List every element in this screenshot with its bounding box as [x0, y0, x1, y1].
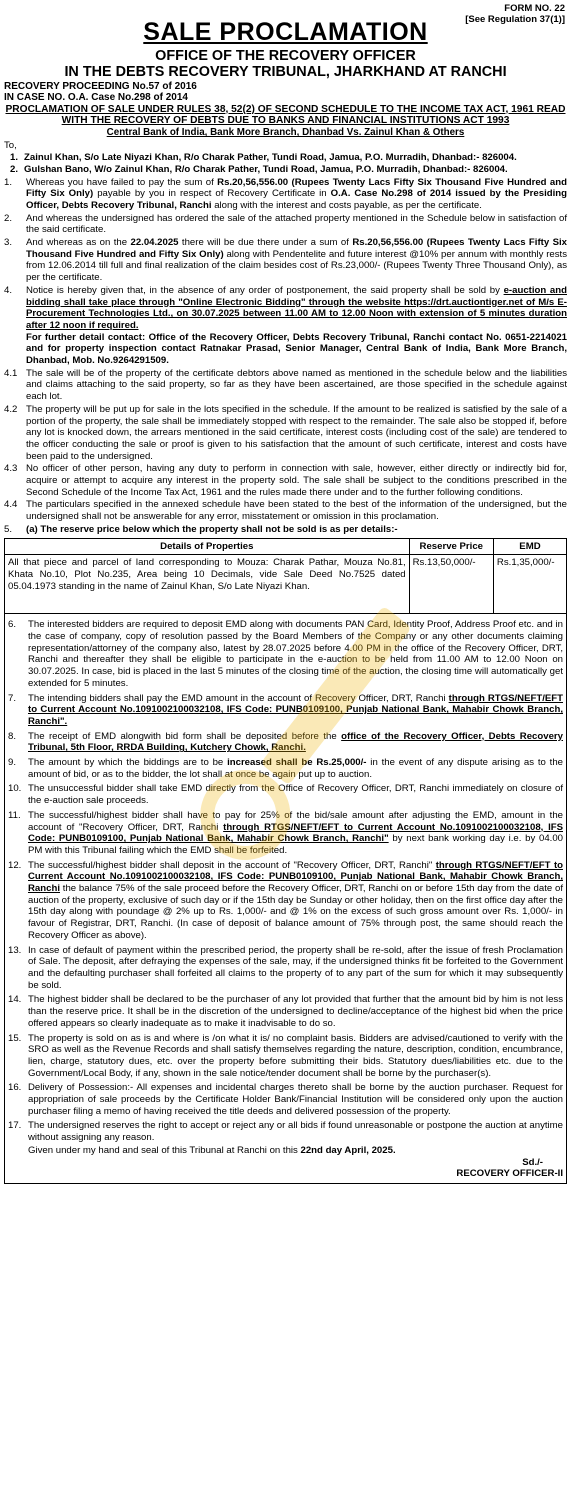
text-span: payable by you in respect of Recovery Certificate in: [93, 188, 331, 200]
header-reserve-price: Reserve Price: [409, 538, 493, 555]
text-span: there will be due there under a sum of: [178, 237, 353, 249]
para-text: The property is sold on as is and where is /on what it is/ no complaint basis. Bidders are advised/cautioned to verify with the SRO as well as the Revenue Records and shall satisfy themselves regarding the nature, description, condition, encumbrance, lien, charge, statutory dues, etc. over the property before submitting their bids. Statutory dues/liabilities etc. due to the Government/Local Body, if any, shown in the sale notice/tender document shall be borne by the purchaser(s).: [28, 1032, 563, 1079]
para-number: 1.: [4, 176, 13, 188]
paragraph-12: [8, 860, 563, 942]
paragraph-4-3: [4, 463, 567, 498]
account-details: through RTGS/NEFT/EFT to Current Account No.1091002100032108, IFS Code: PUNB0109100, Punjab National Bank, Mahabir Chowk Branch, Ranchi": [28, 821, 563, 845]
bold-span: O.A. Case No.298 of 2014 issued by the Presiding Officer, Debts Recovery Tribunal, Ranchi: [26, 188, 567, 211]
para-text: [28, 731, 563, 754]
header-details: Details of Properties: [5, 538, 410, 555]
paragraph-4: [4, 285, 567, 367]
office-heading: OFFICE OF THE RECOVERY OFFICER: [155, 48, 416, 64]
text-span: The successful/highest bidder shall deposit in the account of "Recovery Officer, DRT, Ranchi": [28, 859, 436, 871]
text-span: along with the interest and costs payable, as per the certificate.: [211, 199, 482, 211]
bold-span: Rs.20,56,556.00 (Rupees Twenty Lacs Fifty Six Thousand Five Hundred and Fifty Six Only): [26, 237, 567, 260]
para-text: [28, 757, 563, 780]
text-span: in the event of any dispute arising as to the amount of bid, or as to the bidder, the lot shall at once be again put up to auction.: [28, 757, 563, 780]
proclamation-heading: PROCLAMATION OF SALE UNDER RULES 38, 52(2) OF SECOND SCHEDULE TO THE INCOME TAX ACT, 1961 READ WITH THE RECOVERY OF DEBTS DUE TO BANKS AND FINANCIAL INSTITUTIONS ACT 1993: [5, 103, 566, 127]
text-span: The successful/highest bidder shall have to pay for 25% of the bid/sale amount after adjusting the EMD, amount in the account of "Recovery Officer, DRT, Ranchi: [28, 809, 563, 833]
para-text: The sale will be of the property of the certificate debtors above named as mentioned in the schedule below and the liabilities and claims attaching to the said property, so far as they have been ascertained, are those specified in the schedule against each lot.: [26, 367, 567, 403]
para-number: 17.: [8, 1120, 22, 1132]
para-number: 12.: [8, 859, 22, 871]
paragraph-3: [4, 237, 567, 284]
table-row: [5, 555, 567, 614]
header-emd: EMD: [493, 538, 566, 555]
case-number: IN CASE NO. O.A. Case No.298 of 2014: [4, 92, 188, 104]
para-text: No officer of other person, having any duty to perform in connection with sale, however, either directly or indirectly bid for, acquire or attempt to acquire any interest in the property sold. The sale shall be subject to the conditions prescribed in the Second Schedule of the Income Tax Act, 1961 and the rules made there under and to the further following conditions.: [26, 463, 567, 498]
page-title: SALE PROCLAMATION: [143, 18, 428, 46]
regulation-reference: [See Regulation 37(1)]: [465, 14, 565, 26]
account-details: through RTGS/NEFT/EFT to Current Account No.1091002100032108, IFS Code: PUNB0109100, Punjab National Bank, Mahabir Chowk Branch, Ranchi: [28, 859, 563, 895]
para-number: 9.: [8, 757, 17, 769]
para-number: 11.: [8, 809, 21, 821]
para-number: 8.: [8, 730, 17, 742]
para-text: [28, 810, 563, 857]
text-span: by next bank working day i.e. by 04.00 PM with this Tribunal failing which the EMD shall be forfeited.: [28, 833, 563, 856]
para-text: The highest bidder shall be declared to be the purchaser of any lot provided that further that the amount bid by him is not less than the reserve price. It shall be in the discretion of the undersigned to decline/acceptance of the highest bid when the price offered appears so clearly inadequate as to make it inadvisable to do so.: [28, 994, 563, 1029]
signatory-designation: RECOVERY OFFICER-II: [456, 1168, 563, 1180]
bid-increment: increased shall be Rs.25,000/-: [227, 757, 367, 769]
para-text: The unsuccessful bidder shall take EMD directly from the Office of Recovery Officer, DRT, Ranchi immediately on closure of the e-auction sale proceeds.: [28, 783, 563, 807]
to-label: To,: [4, 140, 17, 152]
given-under-hand: [28, 1145, 563, 1157]
addressee-number: 2.: [10, 163, 19, 175]
paragraph-4-4: [4, 499, 567, 522]
given-date: 22nd day April, 2025.: [300, 1144, 396, 1156]
para-number: 4.4: [4, 499, 18, 511]
text-span: The receipt of EMD alongwith bid form shall be deposited before the: [28, 730, 342, 742]
para-text: And whereas the undersigned has ordered the sale of the attached property mentioned in the Schedule below in satisfaction of the said certificate.: [26, 212, 567, 236]
addressee-number: 1.: [10, 152, 19, 164]
text-span: The amount by which the biddings are to be: [28, 757, 228, 769]
bold-span: Rs.20,56,556.00 (Rupees Twenty Lacs Fifty Six Thousand Five Hundred and Fifty Six Only): [26, 176, 567, 200]
para-text: The particulars specified in the annexed schedule have been stated to the best of the information of the undersigned, but the undersigned shall not be answerable for any error, misstatement or omission in this proclamation.: [26, 499, 567, 523]
account-details: through RTGS/NEFT/EFT to Current Account No.1091002100032108, IFS Code: PUNB0109100, Punjab National Bank, Mahabir Chowk Branch, Ranchi".: [28, 692, 563, 727]
recovery-proceeding: RECOVERY PROCEEDING No.57 of 2016: [4, 80, 197, 92]
paragraph-7: [8, 693, 563, 728]
para-text: The undersigned reserves the right to accept or reject any or all bids if found unreasonable or postpone the auction at anytime without assigning any reason.: [28, 1120, 563, 1144]
paragraph-13: [8, 945, 563, 992]
office-address: office of the Recovery Officer, Debts Recovery Tribunal, 5th Floor, RRDA Building, Kutchery Chowk, Ranchi.: [28, 730, 563, 754]
addressee-text: Gulshan Bano, W/o Zainul Khan, R/o Charak Pather, Tundi Road, Jamua, P.O. Murradih, Dhanbad:- 826004.: [24, 163, 508, 175]
para-text: [28, 693, 563, 728]
form-number: FORM NO. 22: [504, 3, 565, 14]
para-number: 2.: [4, 212, 13, 224]
table-header-row: [5, 538, 567, 555]
addressee-2: [10, 164, 567, 176]
para-number: 13.: [8, 944, 22, 956]
paragraph-6: [8, 619, 563, 689]
paragraph-5: [4, 524, 567, 536]
emd-cell: Rs.1,35,000/-: [493, 555, 566, 614]
para-number: 4.3: [4, 463, 18, 475]
para-text: [26, 177, 567, 212]
para-number: 15.: [8, 1032, 22, 1044]
para-number: 16.: [8, 1082, 22, 1094]
text-span: Given under my hand and seal of this Tribunal at Ranchi on this: [28, 1144, 301, 1156]
sale-proclamation-document: [4, 0, 567, 1184]
paragraph-17: [8, 1120, 563, 1143]
signature-sd: Sd./-: [522, 1156, 543, 1168]
paragraph-14: [8, 994, 563, 1029]
contact-details: For further detail contact: Office of the Recovery Officer, Debts Recovery Tribunal, Ranchi contact No. 0651-2214021 and for property inspection contact Ratnakar Prasad, Senior Manager, Central Bank of India, Bank More Branch, Dhanbad, Mob. No.9264291509.: [26, 331, 567, 367]
paragraph-15: [8, 1033, 563, 1080]
para-number: 10.: [8, 783, 22, 795]
para-text: [26, 237, 567, 284]
para-text: [26, 285, 567, 367]
paragraph-16: [8, 1082, 563, 1117]
addressee-text: Zainul Khan, S/o Late Niyazi Khan, R/o Charak Pather, Tundi Road, Jamua, P.O. Murradih, Dhanbad:- 826004.: [24, 152, 517, 164]
paragraph-1: [4, 177, 567, 212]
auction-details: e-auction and bidding shall take place through "Online Electronic Bidding" through the website https://drt.auctiontiger.net of M/s E-Procurement Technologies Ltd., on 30.07.2025 between 11.00 AM to 12.00 Noon with extension of 5 minutes duration after 12 noon if required.: [26, 284, 567, 331]
para-text: In case of default of payment within the prescribed period, the property shall be re-sold, after the issue of fresh Proclamation of Sale. The deposit, after defraying the expenses of the sale, may, if the undersigned thinks fit be forfeited to the Government and the defaulting purchaser shall forfeited all claims to the property of to any part of the sum for which it may subsequently be sold.: [28, 944, 563, 991]
para-text: [28, 860, 563, 942]
paragraph-2: [4, 213, 567, 236]
form-number-block: [465, 3, 565, 26]
text-span: along with Pendentelite and future interest @10% per annum with monthly rests from 12.06.2014 till full and final realization of the claim besides cost of Rs.23,000/- (Rupees Twenty Three Thousand Only), as per the certificate.: [26, 248, 567, 284]
paragraph-8: [8, 731, 563, 754]
para-number: 7.: [8, 692, 17, 704]
para-number: 14.: [8, 994, 22, 1006]
bold-span: 22.04.2025: [130, 237, 179, 249]
para-text: Delivery of Possession:- All expenses and incidental charges thereto shall be borne by the auction purchaser. Request for appropriation of sale proceeds by the Certificate Holder Bank/Financial Institution will be considered only upon the auction purchaser filing a memo of having received the title deeds and delivered possession of the property.: [28, 1082, 563, 1117]
para-text: The interested bidders are required to deposit EMD along with documents PAN Card, Identity Proof, Address Proof etc. and in the case of company, copy of resolution passed by the Board Members of the Company or any other documents claiming representation/attorney of the company also, latest by 28.07.2025 before 4.00 PM in the office of the Recovery Officer, DRT, Ranchi and thereafter they shall be eligible to participate in the e-auction to be held from 11.00 AM to 12.00 Noon on 30.07.2025. In case, bid is placed in the last 5 minutes of the closing time of the auction, the closing time will automatically get extended for 5 minutes.: [28, 619, 563, 689]
para-text: The property will be put up for sale in the lots specified in the schedule. If the amount to be realized is satisfied by the sale of a portion of the property, the sale shall be immediately stopped with respect to the remainder. The sale also be stopped if, before any lot is knocked down, the arrears mentioned in the said certificate, interest costs (including cost of the sale) are tendered to the officer conducting the sale or proof is given to his satisfaction that the amount of such certificate, interest and costs have been paid to the undersigned.: [26, 403, 567, 462]
paragraph-10: [8, 783, 563, 806]
para-number: 6.: [8, 619, 17, 631]
paragraph-4-1: [4, 368, 567, 403]
para-number: 4.2: [4, 403, 18, 415]
paragraph-4-2: [4, 404, 567, 463]
text-span: Whereas you have failed to pay the sum of: [26, 176, 218, 188]
para-number: 5.: [4, 523, 13, 535]
para-number: 4.: [4, 284, 13, 296]
addressee-1: [10, 152, 567, 164]
text-span: And whereas as on the: [26, 237, 131, 249]
reserve-price-cell: Rs.13,50,000/-: [409, 555, 493, 614]
para-number: 3.: [4, 237, 13, 249]
property-schedule-table: [4, 538, 567, 615]
tribunal-heading: IN THE DEBTS RECOVERY TRIBUNAL, JHARKHAND AT RANCHI: [64, 63, 507, 80]
paragraph-9: [8, 757, 563, 780]
text-span: Notice is hereby given that, in the absence of any order of postponement, the said property shall be sold by: [26, 284, 504, 296]
text-span: The intending bidders shall pay the EMD amount in the account of Recovery Officer, DRT, Ranchi: [28, 692, 449, 704]
paragraph-11: [8, 810, 563, 857]
para-number: 4.1: [4, 367, 18, 379]
property-details-cell: All that piece and parcel of land corresponding to Mouza: Charak Pathar, Mouza No.81, Khata No.10, Plot No.235, Area being 10 Decimals, vide Sale Deed No.7525 dated 05.04.1973 standing in the name of Zainul Khan, S/o Late Niyazi Khan.: [5, 555, 410, 614]
text-span: the balance 75% of the sale proceed before the Recovery Officer, DRT, Ranchi on or before 15th day from the date of auction of the property, exclusive of such day or if the 15th day be Sunday or other holiday, then on the first office day after the 15th day along with poundage @ 2% up to Rs. 1,000/- and @ 1% on the excess of such gross amount over Rs. 1,000/- in favour of Registrar, DRT, Ranchi. (In case of deposit of balance amount of 75% through post, the same should reach the Recovery Officer as above).: [28, 883, 563, 941]
parties-line: Central Bank of India, Bank More Branch, Dhanbad Vs. Zainul Khan & Others: [106, 127, 465, 139]
terms-section: [4, 614, 567, 1184]
para-text: (a) The reserve price below which the property shall not be sold is as per details:-: [26, 523, 398, 535]
